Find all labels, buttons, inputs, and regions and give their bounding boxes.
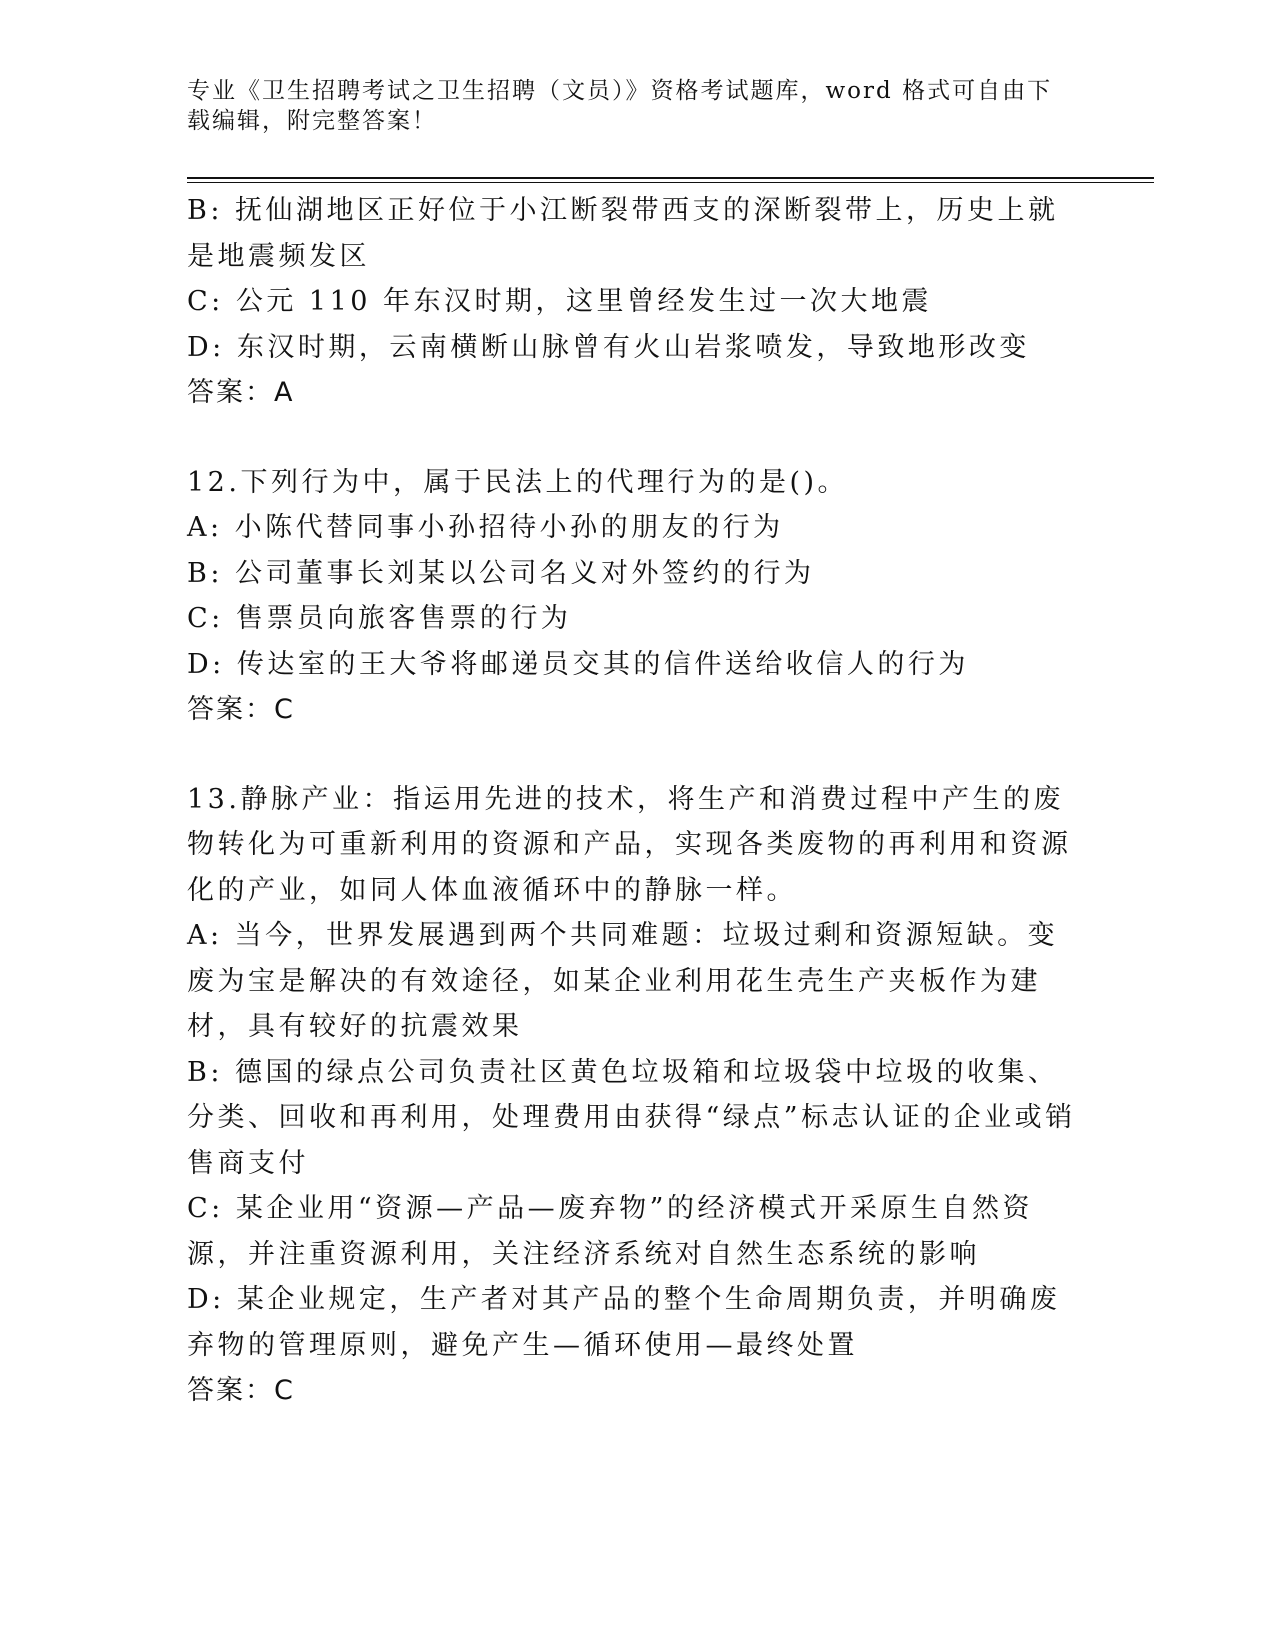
question-content	[187, 188, 1087, 1414]
question-12-option-c: C: 售票员向旅客售票的行为	[187, 603, 572, 634]
question-13-option-a: A: 当今，世界发展遇到两个共同难题：垃圾过剩和资源短缺。变废为宝是解决的有效途径，如某企业利用花生壳生产夹板作为建材，具有较好的抗震效果	[187, 920, 1059, 1042]
question-spacer	[187, 416, 1087, 460]
question-11-option-b: B: 抚仙湖地区正好位于小江断裂带西支的深断裂带上，历史上就是地震频发区	[187, 195, 1059, 272]
question-13-option-c: C: 某企业用“资源—产品—废弃物”的经济模式开采原生自然资源，并注重资源利用，关注经济系统对自然生态系统的影响	[187, 1193, 1033, 1270]
question-11-answer: 答案：A	[187, 377, 295, 408]
question-11-option-c: C: 公元 110 年东汉时期，这里曾经发生过一次大地震	[187, 286, 933, 317]
question-12-answer: 答案：C	[187, 694, 295, 725]
question-12-option-b: B: 公司董事长刘某以公司名义对外签约的行为	[187, 557, 815, 589]
question-13-answer: 答案：C	[187, 1375, 295, 1406]
question-12-stem: 12.下列行为中，属于民法上的代理行为的是()。	[187, 466, 849, 498]
question-12-option-a: A: 小陈代替同事小孙招待小孙的朋友的行为	[187, 512, 784, 543]
question-spacer	[187, 733, 1087, 777]
question-13-block	[187, 777, 1087, 1414]
question-13-option-d: D: 某企业规定，生产者对其产品的整个生命周期负责，并明确废弃物的管理原则，避免产生—循环使用—最终处置	[187, 1284, 1061, 1361]
question-12-block	[187, 460, 1087, 733]
question-12-option-d: D: 传达室的王大爷将邮递员交其的信件送给收信人的行为	[187, 648, 969, 680]
header-divider-thin	[187, 182, 1154, 183]
question-11-block	[187, 188, 1087, 416]
question-13-stem: 13.静脉产业：指运用先进的技术，将生产和消费过程中产生的废物转化为可重新利用的资源和产品，实现各类废物的再利用和资源化的产业，如同人体血液循环中的静脉一样。	[187, 783, 1072, 906]
header-divider-thick	[187, 177, 1154, 179]
question-13-option-b: B: 德国的绿点公司负责社区黄色垃圾箱和垃圾袋中垃圾的收集、分类、回收和再利用，处理费用由获得“绿点”标志认证的企业或销售商支付	[187, 1056, 1076, 1179]
question-11-option-d: D: 东汉时期，云南横断山脉曾有火山岩浆喷发，导致地形改变	[187, 331, 1030, 363]
document-header: 专业《卫生招聘考试之卫生招聘（文员）》资格考试题库，word 格式可自由下载编辑，附完整答案！	[187, 78, 1053, 134]
